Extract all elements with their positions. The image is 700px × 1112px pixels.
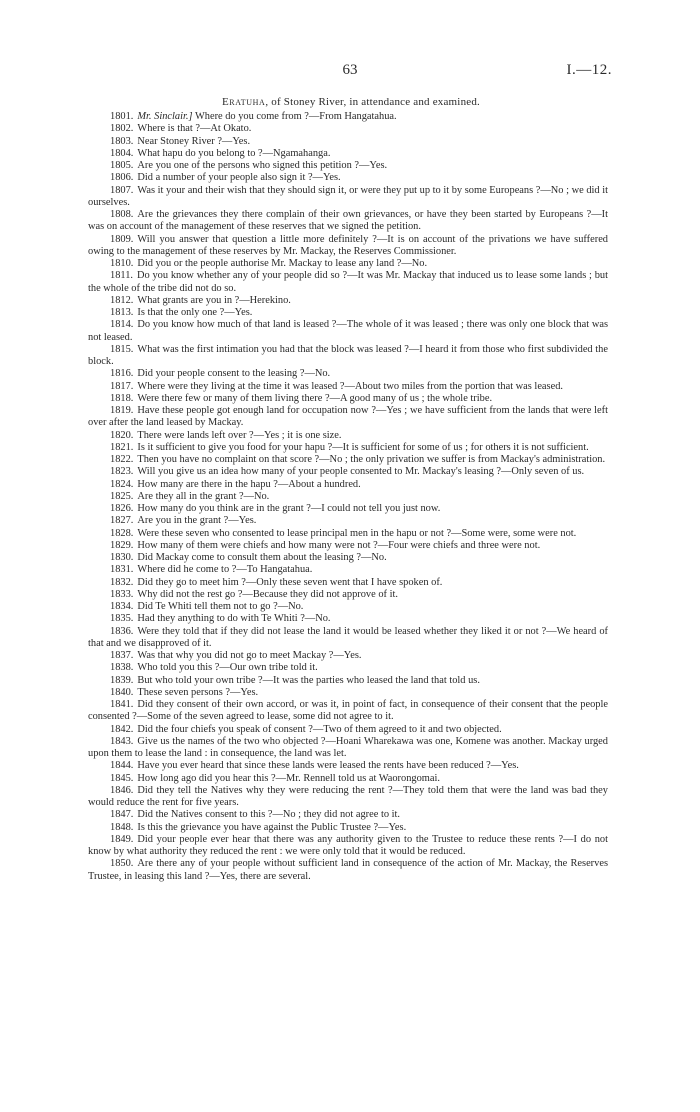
entry-number: 1839. — [110, 674, 134, 686]
entry-number: 1834. — [110, 601, 134, 612]
entry-number: 1837. — [110, 650, 134, 661]
entry-number: 1822. — [110, 454, 134, 465]
entry-number: 1819. — [110, 405, 134, 416]
testimony-entry — [88, 858, 608, 883]
entry-text: Were they told that if they did not lease the land it would be leased whether they liked it or not ?—We heard of that and we disapproved of it. — [88, 625, 608, 649]
entry-text: Are you in the grant ?—Yes. — [137, 515, 257, 527]
entry-text: Who told you this ?—Our own tribe told it. — [137, 662, 318, 674]
entry-text: Did you or the people authorise Mr. Mackay to lease any land ?—No. — [137, 258, 428, 269]
entry-text: Where did he come to ?—To Hangatahua. — [137, 564, 313, 576]
entry-number: 1808. — [110, 209, 134, 220]
testimony-entry — [88, 626, 608, 651]
entry-text: How many of them were chiefs and how many were not ?—Four were chiefs and three were not. — [137, 539, 541, 551]
entry-number: 1840. — [110, 686, 134, 698]
testimony-entry — [88, 466, 608, 478]
entry-text: Is this the grievance you have against the Public Trustee ?—Yes. — [137, 821, 407, 833]
entry-text: What was the first intimation you had that the block was leased ?—I heard it from those who first subdivided the block. — [88, 343, 608, 367]
testimony-entry — [88, 503, 608, 515]
testimony-entry — [88, 430, 608, 442]
testimony-entry — [88, 479, 608, 491]
witness-name: Eratuha — [221, 96, 266, 108]
testimony-entry — [88, 123, 608, 135]
entry-number: 1801. — [110, 111, 134, 122]
entry-text: Near Stoney River ?—Yes. — [137, 135, 251, 147]
entry-text: Did they consent of their own accord, or was it, in point of fact, in consequence of their consent that the people consented ?—Some of the seven agreed to lease, some did not agree to it. — [88, 699, 608, 723]
speaker-name: Mr. Sinclair.] — [137, 111, 193, 122]
entry-text: Are there any of your people without sufficient land in consequence of the action of Mr. Mackay, the Reserves Trustee, in leasing this land ?—Yes, there are several. — [88, 858, 608, 882]
entry-text: Is it sufficient to give you food for your hapu ?—It is sufficient for some of us ; for others it is not sufficient. — [137, 441, 589, 453]
entry-number: 1820. — [110, 429, 134, 441]
entry-number: 1835. — [110, 613, 134, 625]
page-number: 63 — [342, 62, 358, 78]
testimony-entry — [88, 650, 608, 662]
entry-text: What hapu do you belong to ?—Ngamahanga. — [137, 147, 331, 159]
entry-text: Did they go to meet him ?—Only these seven went that I have spoken of. — [137, 576, 443, 588]
testimony-entry — [88, 613, 608, 625]
witness-details: , of Stoney River, in attendance and examined. — [265, 96, 480, 108]
entry-text: How many do you think are in the grant ?—I could not tell you just now. — [137, 503, 441, 514]
testimony-entry — [88, 552, 608, 564]
testimony-entry — [88, 344, 608, 369]
entry-text: Did your people ever hear that there was any authority given to the Trustee to reduce these rents ?—I do not know by what authority they reduced the rent : we were only told that it would be reduced. — [88, 833, 608, 857]
testimony-entry — [88, 258, 608, 270]
entry-number: 1849. — [110, 833, 134, 845]
testimony-entry — [88, 760, 608, 772]
entry-number: 1814. — [110, 319, 134, 331]
entry-number: 1848. — [110, 821, 134, 833]
testimony-entry — [88, 491, 608, 503]
testimony-entry — [88, 454, 608, 466]
entry-text: Have you ever heard that since these lands were leased the rents have been reduced ?—Yes. — [137, 760, 519, 772]
entry-text: Are you one of the persons who signed this petition ?—Yes. — [137, 160, 388, 171]
testimony-entry — [88, 564, 608, 576]
testimony-body — [88, 111, 608, 883]
testimony-entry — [88, 405, 608, 430]
testimony-entry — [88, 381, 608, 393]
entry-text: Do you know how much of that land is leased ?—The whole of it was leased ; there was only one block that was not leased. — [88, 319, 608, 343]
entry-number: 1833. — [110, 588, 134, 600]
testimony-entry — [88, 148, 608, 160]
entry-number: 1850. — [110, 858, 134, 870]
testimony-entry — [88, 209, 608, 234]
entry-number: 1803. — [110, 135, 134, 147]
entry-text: These seven persons ?—Yes. — [137, 686, 259, 698]
testimony-entry — [88, 809, 608, 821]
entry-text: Did Mackay come to consult them about the leasing ?—No. — [137, 552, 387, 563]
entry-text: Had they anything to do with Te Whiti ?—No. — [137, 613, 331, 625]
entry-number: 1811. — [110, 270, 133, 282]
entry-text: Where do you come from ?—From Hangatahua. — [194, 111, 397, 122]
entry-text: Is that the only one ?—Yes. — [137, 307, 253, 318]
entry-number: 1813. — [110, 307, 134, 318]
entry-number: 1818. — [110, 392, 134, 404]
entry-number: 1816. — [110, 368, 134, 380]
entry-number: 1830. — [110, 552, 134, 563]
entry-number: 1802. — [110, 123, 134, 135]
entry-text: Did your people consent to the leasing ?—No. — [137, 368, 331, 380]
entry-text: How many are there in the hapu ?—About a hundred. — [137, 478, 361, 490]
entry-text: Are the grievances they there complain of their own grievances, or have they been started by Europeans ?—It was on account of the management of these reserves that we signed the petition. — [88, 209, 608, 233]
entry-text: There were lands left over ?—Yes ; it is one size. — [137, 429, 342, 441]
entry-number: 1826. — [110, 503, 134, 514]
entry-number: 1841. — [110, 699, 134, 710]
entry-number: 1847. — [110, 809, 134, 821]
page-header — [0, 62, 700, 84]
entry-text: Will you give us an idea how many of your people consented to Mr. Mackay's leasing ?—Only seven of us. — [137, 466, 585, 478]
witness-heading — [96, 96, 606, 109]
entry-text: What grants are you in ?—Herekino. — [137, 294, 291, 306]
testimony-entry — [88, 234, 608, 259]
entry-number: 1809. — [110, 233, 134, 245]
testimony-entry — [88, 540, 608, 552]
testimony-entry — [88, 773, 608, 785]
document-reference: I.—12. — [566, 62, 612, 78]
entry-text: But who told your own tribe ?—It was the parties who leased the land that told us. — [137, 674, 480, 686]
testimony-entry — [88, 136, 608, 148]
entry-number: 1804. — [110, 147, 134, 159]
testimony-entry — [88, 111, 608, 123]
testimony-entry — [88, 724, 608, 736]
entry-number: 1821. — [110, 441, 134, 453]
testimony-entry — [88, 834, 608, 859]
entry-text: Have these people got enough land for occupation now ?—Yes ; we have sufficient from the lands that were left over after the land leased by Mackay. — [88, 405, 608, 429]
entry-number: 1829. — [110, 539, 134, 551]
testimony-entry — [88, 368, 608, 380]
entry-number: 1812. — [110, 294, 134, 306]
entry-text: Then you have no complaint on that score ?—No ; the only privation we suffer is from Mackay's administration. — [137, 454, 606, 465]
entry-text: Are they all in the grant ?—No. — [137, 490, 270, 502]
entry-text: Were these seven who consented to lease principal men in the hapu or not ?—Some were, some were not. — [137, 527, 577, 539]
entry-text: Give us the names of the two who objected ?—Hoani Wharekawa was one, Komene was another. Mackay urged upon them to lease the land : in consequence, the land was let. — [88, 735, 608, 759]
entry-text: Were there few or many of them living there ?—A good many of us ; the whole tribe. — [137, 392, 493, 404]
testimony-entry — [88, 172, 608, 184]
testimony-entry — [88, 307, 608, 319]
entry-number: 1806. — [110, 172, 134, 184]
testimony-entry — [88, 822, 608, 834]
entry-number: 1831. — [110, 564, 134, 576]
entry-text: Did they tell the Natives why they were reducing the rent ?—They told them that were the land was bad they would reduce the rent for five years. — [88, 784, 608, 808]
testimony-entry — [88, 577, 608, 589]
testimony-entry — [88, 785, 608, 810]
testimony-entry — [88, 528, 608, 540]
testimony-entry — [88, 185, 608, 210]
entry-number: 1807. — [110, 184, 134, 196]
testimony-entry — [88, 442, 608, 454]
testimony-entry — [88, 515, 608, 527]
entry-text: Did the Natives consent to this ?—No ; they did not agree to it. — [137, 809, 400, 821]
entry-number: 1843. — [110, 735, 134, 747]
entry-text: Will you answer that question a little more definitely ?—It is on account of the privations we have suffered owing to the management of these reserves by Mr. Mackay, the Reserves Commissioner. — [88, 233, 608, 257]
testimony-entry — [88, 675, 608, 687]
entry-number: 1838. — [110, 662, 134, 674]
testimony-entry — [88, 662, 608, 674]
entry-text: Did the four chiefs you speak of consent ?—Two of them agreed to it and two objected. — [137, 723, 502, 735]
entry-number: 1825. — [110, 490, 134, 502]
entry-number: 1805. — [110, 160, 134, 171]
entry-text: Why did not the rest go ?—Because they did not approve of it. — [137, 588, 398, 600]
testimony-entry — [88, 393, 608, 405]
entry-text: Where is that ?—At Okato. — [137, 123, 252, 135]
testimony-entry — [88, 589, 608, 601]
entry-number: 1824. — [110, 478, 134, 490]
entry-number: 1817. — [110, 380, 134, 392]
entry-number: 1810. — [110, 258, 134, 269]
entry-number: 1832. — [110, 576, 134, 588]
testimony-entry — [88, 295, 608, 307]
entry-text: Do you know whether any of your people did so ?—It was Mr. Mackay that induced us to lease some lands ; but the whole of the tribe did not do so. — [88, 270, 608, 294]
entry-text: Was it your and their wish that they should sign it, or were they put up to it by some Europeans ?—No ; we did it ourselves. — [88, 184, 608, 208]
entry-number: 1846. — [110, 784, 134, 796]
entry-number: 1827. — [110, 515, 134, 527]
testimony-entry — [88, 736, 608, 761]
entry-text: Did a number of your people also sign it ?—Yes. — [137, 172, 341, 184]
entry-text: Did Te Whiti tell them not to go ?—No. — [137, 601, 304, 612]
testimony-entry — [88, 699, 608, 724]
entry-number: 1815. — [110, 343, 134, 355]
entry-number: 1836. — [110, 625, 134, 637]
testimony-entry — [88, 160, 608, 172]
entry-number: 1842. — [110, 723, 134, 735]
entry-number: 1828. — [110, 527, 134, 539]
entry-number: 1823. — [110, 466, 134, 478]
entry-number: 1844. — [110, 760, 134, 772]
testimony-entry — [88, 270, 608, 295]
entry-text: Was that why you did not go to meet Mackay ?—Yes. — [137, 650, 362, 661]
testimony-entry — [88, 601, 608, 613]
testimony-entry — [88, 687, 608, 699]
testimony-entry — [88, 319, 608, 344]
entry-text: Where were they living at the time it was leased ?—About two miles from the portion that was leased. — [137, 380, 563, 392]
entry-number: 1845. — [110, 772, 134, 784]
entry-text: How long ago did you hear this ?—Mr. Rennell told us at Waorongomai. — [137, 772, 440, 784]
